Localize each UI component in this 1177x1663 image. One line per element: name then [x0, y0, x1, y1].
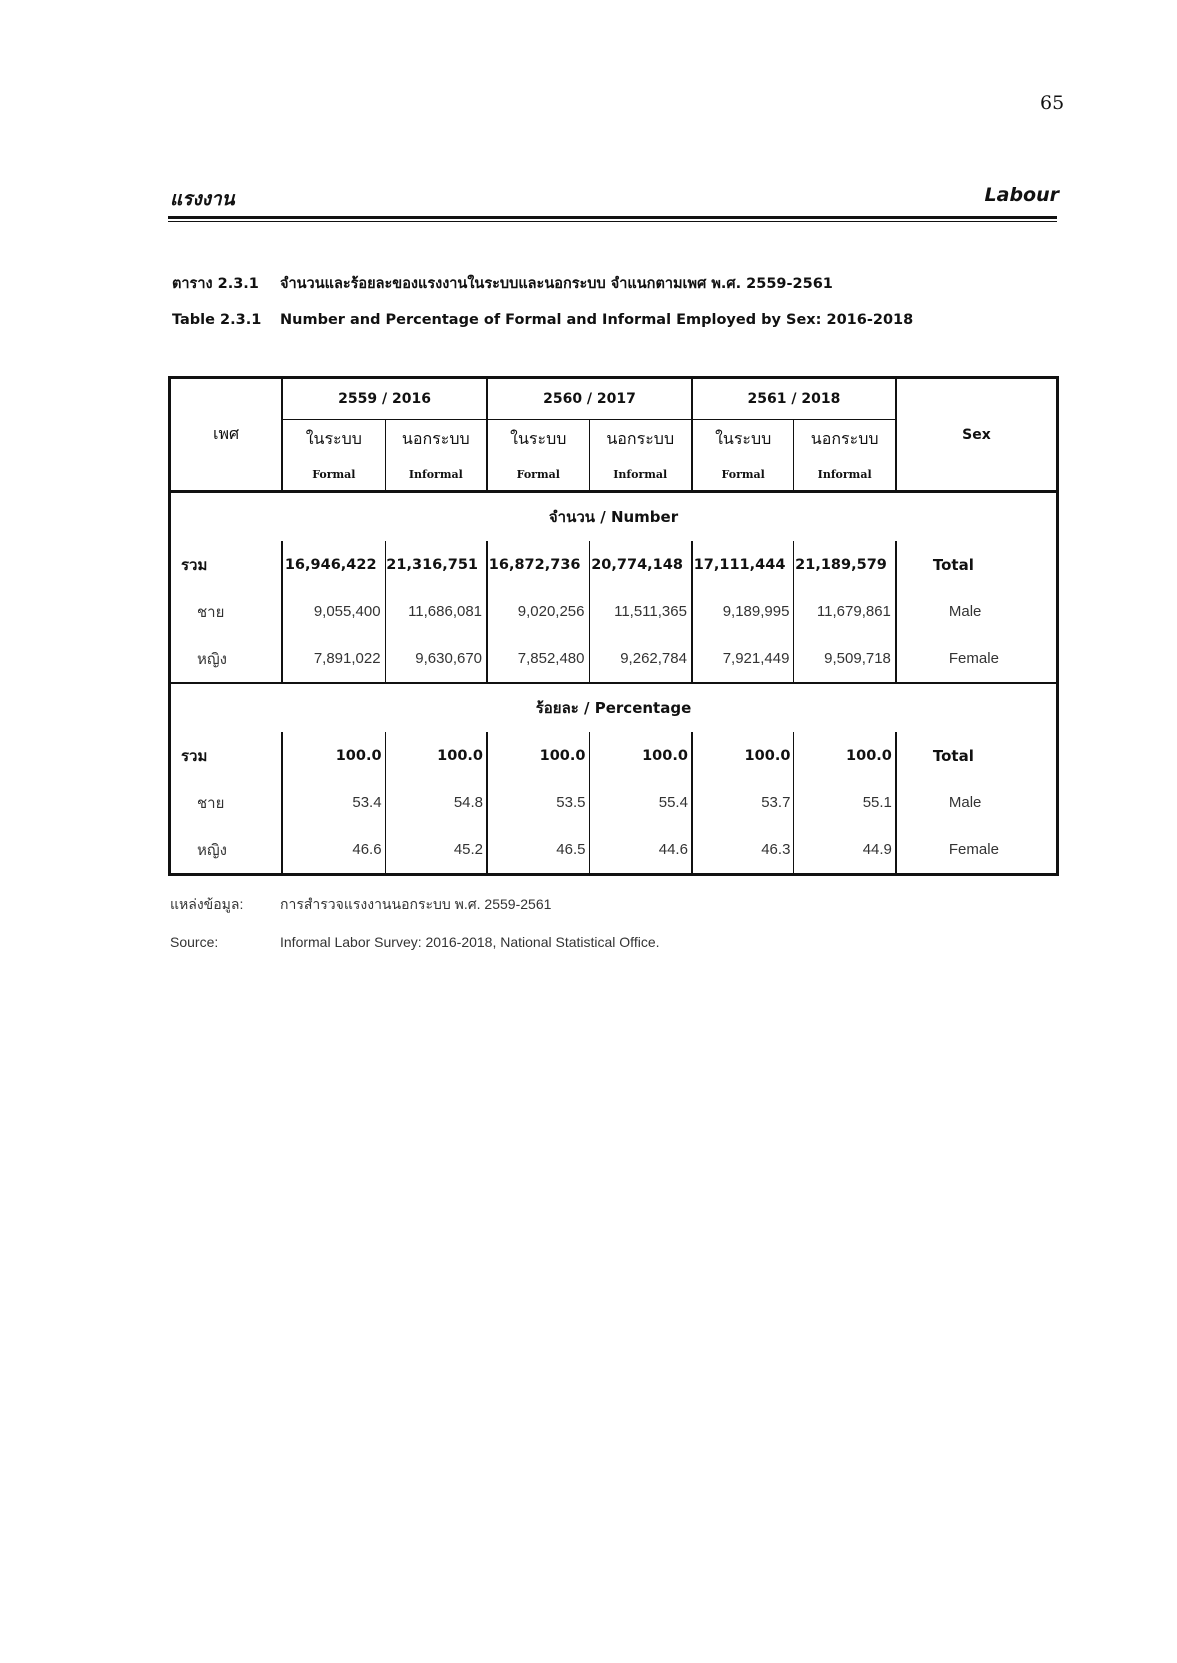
- caption-thai-label: ตาราง 2.3.1: [172, 276, 259, 292]
- table-cell: 46.5: [487, 826, 589, 875]
- sub-header-informal-english: Informal: [385, 458, 487, 492]
- source-text-english: Informal Labor Survey: 2016-2018, National Statistical Office.: [280, 934, 660, 950]
- year-header-2017: 2560 / 2017: [487, 378, 692, 420]
- sub-header-formal-english: Formal: [282, 458, 385, 492]
- table-cell: 11,686,081: [385, 588, 487, 635]
- table-cell: 44.6: [589, 826, 692, 875]
- table-cell: 9,509,718: [794, 635, 896, 683]
- table-cell: 11,679,861: [794, 588, 896, 635]
- source-label-thai: แหล่งข้อมูล:: [170, 896, 244, 912]
- table-cell: 100.0: [589, 732, 692, 779]
- table-cell: 7,921,449: [692, 635, 794, 683]
- table-cell: 9,189,995: [692, 588, 794, 635]
- table-cell: 53.7: [692, 779, 794, 826]
- sex-label-thai: รวม: [181, 746, 208, 765]
- sub-header-formal-thai: ในระบบ: [487, 420, 589, 459]
- table-cell: 7,852,480: [487, 635, 589, 683]
- table-cell: 20,774,148: [589, 541, 692, 588]
- table-row: [170, 541, 1058, 588]
- source-text-thai: การสำรวจแรงงานนอกระบบ พ.ศ. 2559-2561: [280, 896, 552, 912]
- sub-header-formal-english: Formal: [692, 458, 794, 492]
- table-cell: 45.2: [385, 826, 487, 875]
- table-cell: 44.9: [794, 826, 896, 875]
- sub-header-informal-thai: นอกระบบ: [794, 420, 896, 459]
- sex-label-thai: ชาย: [197, 793, 225, 812]
- header-rule-thick: [168, 216, 1057, 219]
- header-rule-thin: [168, 221, 1057, 222]
- caption-english-label: Table 2.3.1: [172, 312, 262, 328]
- table-cell: 7,891,022: [282, 635, 385, 683]
- table-cell: 55.4: [589, 779, 692, 826]
- sub-header-informal-english: Informal: [794, 458, 896, 492]
- table-cell: 54.8: [385, 779, 487, 826]
- table-cell: 11,511,365: [589, 588, 692, 635]
- table-cell: 53.5: [487, 779, 589, 826]
- caption-thai-title: จำนวนและร้อยละของแรงงานในระบบและนอกระบบ จำแนกตามเพศ พ.ศ. 2559-2561: [280, 276, 833, 292]
- sex-label-english: Total: [896, 541, 1058, 588]
- sex-label-english: Male: [896, 588, 1058, 635]
- table-cell: 9,630,670: [385, 635, 487, 683]
- page-number: 65: [1040, 92, 1065, 114]
- table-cell: 100.0: [282, 732, 385, 779]
- table-cell: 21,316,751: [385, 541, 487, 588]
- table-cell: 17,111,444: [692, 541, 794, 588]
- table-cell: 100.0: [487, 732, 589, 779]
- table-row: [170, 732, 1058, 779]
- sex-label-thai: หญิง: [197, 840, 227, 859]
- sex-label-english: Female: [896, 826, 1058, 875]
- sub-header-informal-thai: นอกระบบ: [385, 420, 487, 459]
- employment-table: [168, 376, 1059, 876]
- table-cell: 100.0: [794, 732, 896, 779]
- section-title-english: Labour: [984, 184, 1059, 206]
- sex-label-thai: ชาย: [197, 602, 225, 621]
- section-heading-number: จำนวน / Number: [548, 508, 679, 526]
- section-title-thai: แรงงาน: [170, 188, 235, 210]
- table-cell: 16,872,736: [487, 541, 589, 588]
- table-cell: 9,020,256: [487, 588, 589, 635]
- table-cell: 16,946,422: [282, 541, 385, 588]
- sub-header-informal-english: Informal: [589, 458, 692, 492]
- table-cell: 46.6: [282, 826, 385, 875]
- sub-header-informal-thai: นอกระบบ: [589, 420, 692, 459]
- table-row: [170, 779, 1058, 826]
- table-row: [170, 635, 1058, 683]
- table-cell: 9,262,784: [589, 635, 692, 683]
- row-header-thai: เพศ: [170, 378, 283, 492]
- year-header-2018: 2561 / 2018: [692, 378, 896, 420]
- sub-header-formal-thai: ในระบบ: [692, 420, 794, 459]
- table-cell: 46.3: [692, 826, 794, 875]
- year-header-2016: 2559 / 2016: [282, 378, 487, 420]
- table-row: [170, 588, 1058, 635]
- table-cell: 21,189,579: [794, 541, 896, 588]
- sub-header-formal-english: Formal: [487, 458, 589, 492]
- table-cell: 55.1: [794, 779, 896, 826]
- caption-english-title: Number and Percentage of Formal and Informal Employed by Sex: 2016-2018: [280, 312, 914, 328]
- table-cell: 100.0: [385, 732, 487, 779]
- sub-header-formal-thai: ในระบบ: [282, 420, 385, 459]
- table-row: [170, 826, 1058, 875]
- sex-label-english: Female: [896, 635, 1058, 683]
- table-cell: 9,055,400: [282, 588, 385, 635]
- row-header-english: Sex: [896, 378, 1058, 492]
- sex-label-english: Total: [896, 732, 1058, 779]
- sex-label-thai: หญิง: [197, 649, 227, 668]
- sex-label-thai: รวม: [181, 555, 208, 574]
- section-heading-percentage: ร้อยละ / Percentage: [170, 683, 1058, 732]
- sex-label-english: Male: [896, 779, 1058, 826]
- table-cell: 100.0: [692, 732, 794, 779]
- table-cell: 53.4: [282, 779, 385, 826]
- source-label-english: Source:: [170, 934, 219, 950]
